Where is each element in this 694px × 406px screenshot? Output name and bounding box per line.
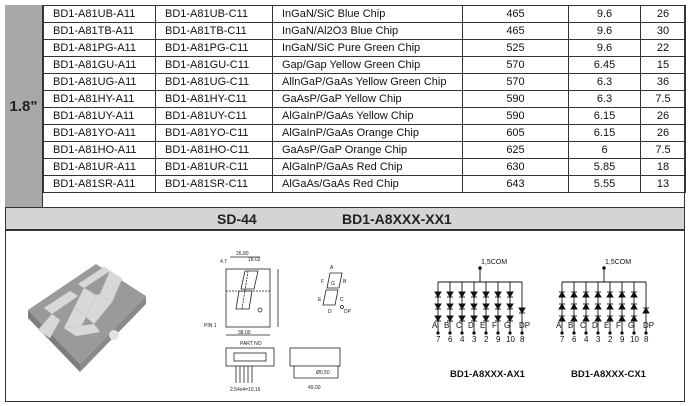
circuit-caption: BD1-A8XXX-CX1 — [571, 369, 646, 380]
part-no-label: PART NO — [240, 341, 262, 347]
value1-cell: 6 — [569, 142, 641, 159]
table-row — [44, 23, 686, 40]
segment-label: C — [456, 321, 462, 330]
wavelength-cell: 590 — [463, 91, 569, 108]
dim-width-inner: 18.02 — [248, 257, 261, 263]
value1-cell: 5.55 — [569, 176, 641, 193]
pin-number: 9 — [620, 335, 625, 344]
table-row — [44, 91, 686, 108]
segment-label: DP — [519, 321, 531, 330]
size-label: 1.8" — [9, 98, 38, 115]
pin-number: 2 — [608, 335, 613, 344]
segment-label: F — [492, 321, 497, 330]
circuit-caption: BD1-A8XXX-AX1 — [450, 369, 525, 380]
cathode-part-cell: BD1-A81GU-C11 — [156, 57, 273, 74]
cathode-part-cell: BD1-A81UR-C11 — [156, 159, 273, 176]
pin-number: 7 — [436, 335, 441, 344]
common-cathode-circuit — [556, 256, 676, 366]
segment-label: E — [480, 321, 486, 330]
package-band — [5, 207, 685, 231]
pin-number: 2 — [484, 335, 489, 344]
wavelength-cell: 465 — [463, 6, 569, 23]
anode-part-cell: BD1-A81SR-A11 — [44, 176, 156, 193]
table-row — [44, 108, 686, 125]
table-row — [44, 159, 686, 176]
cathode-part-cell: BD1-A81UG-C11 — [156, 74, 273, 91]
value2-cell: 13 — [641, 176, 686, 193]
table-row — [44, 74, 686, 91]
pin1-label: PIN 1 — [204, 323, 217, 329]
segment-label: D — [592, 321, 598, 330]
segment-label: DP — [643, 321, 655, 330]
chip-cell: AlGaInP/GaAs Red Chip — [273, 159, 463, 176]
pin-number: 4 — [584, 335, 589, 344]
chip-cell: Gap/Gap Yellow Green Chip — [273, 57, 463, 74]
anode-part-cell: BD1-A81UR-A11 — [44, 159, 156, 176]
anode-part-cell: BD1-A81UB-A11 — [44, 6, 156, 23]
wavelength-cell: 570 — [463, 74, 569, 91]
cathode-part-cell: BD1-A81HY-C11 — [156, 91, 273, 108]
chip-cell: GaAsP/GaP Yellow Chip — [273, 91, 463, 108]
common-anode-circuit — [432, 256, 552, 366]
segment-label: G — [628, 321, 635, 330]
dimension-drawing — [200, 243, 360, 403]
value1-cell: 9.6 — [569, 6, 641, 23]
pin-number: 8 — [520, 335, 525, 344]
value2-cell: 26 — [641, 6, 686, 23]
value1-cell: 6.3 — [569, 74, 641, 91]
seg-dp: DP — [344, 309, 351, 315]
wavelength-cell: 525 — [463, 40, 569, 57]
chip-cell: InGaN/SiC Blue Chip — [273, 6, 463, 23]
dim-offset: 4.7 — [220, 259, 227, 265]
segment-label: D — [468, 321, 474, 330]
chip-cell: InGaN/SiC Pure Green Chip — [273, 40, 463, 57]
segment-label: F — [616, 321, 621, 330]
chip-cell: AlGaInP/GaAs Orange Chip — [273, 125, 463, 142]
common-pin-label: 1,5COM — [605, 259, 632, 266]
pin-number: 6 — [572, 335, 577, 344]
seg-g: G — [331, 281, 335, 287]
cathode-part-cell: BD1-A81UB-C11 — [156, 6, 273, 23]
wavelength-cell: 625 — [463, 142, 569, 159]
anode-part-cell: BD1-A81HO-A11 — [44, 142, 156, 159]
value1-cell: 9.6 — [569, 23, 641, 40]
chip-cell: InGaN/Al2O3 Blue Chip — [273, 23, 463, 40]
value2-cell: 7.5 — [641, 91, 686, 108]
segment-label: B — [444, 321, 450, 330]
segment-label: E — [604, 321, 610, 330]
segment-label: A — [432, 321, 438, 330]
value2-cell: 36 — [641, 74, 686, 91]
cathode-part-cell: BD1-A81PG-C11 — [156, 40, 273, 57]
cathode-part-cell: BD1-A81HO-C11 — [156, 142, 273, 159]
cathode-part-cell: BD1-A81UY-C11 — [156, 108, 273, 125]
dim-pin-diameter: Ø0.50 — [316, 370, 330, 376]
table-row — [44, 125, 686, 142]
table-row — [44, 6, 686, 23]
dim-pitch: 2.54x4=10.16 — [230, 387, 261, 393]
pin-number: 7 — [560, 335, 565, 344]
cathode-part-cell: BD1-A81SR-C11 — [156, 176, 273, 193]
pin-number: 3 — [596, 335, 601, 344]
segment-label: B — [568, 321, 574, 330]
value2-cell: 18 — [641, 159, 686, 176]
anode-part-cell: BD1-A81UG-A11 — [44, 74, 156, 91]
value1-cell: 6.15 — [569, 125, 641, 142]
dim-width-top: 26.80 — [236, 251, 249, 257]
dim-side-width: 49.00 — [308, 385, 321, 391]
wavelength-cell: 643 — [463, 176, 569, 193]
value2-cell: 7.5 — [641, 142, 686, 159]
value1-cell: 6.15 — [569, 108, 641, 125]
segment-label: C — [580, 321, 586, 330]
value2-cell: 26 — [641, 125, 686, 142]
cathode-part-cell: BD1-A81YO-C11 — [156, 125, 273, 142]
anode-part-cell: BD1-A81UY-A11 — [44, 108, 156, 125]
anode-part-cell: BD1-A81TB-A11 — [44, 23, 156, 40]
wavelength-cell: 605 — [463, 125, 569, 142]
package-code: SD-44 — [217, 211, 257, 227]
table-row — [44, 142, 686, 159]
wavelength-cell: 465 — [463, 23, 569, 40]
seg-e: E — [318, 297, 322, 303]
pin-number: 10 — [506, 335, 515, 344]
table-row — [44, 40, 686, 57]
size-column — [5, 5, 43, 208]
seg-b: B — [343, 279, 347, 285]
value1-cell: 5.85 — [569, 159, 641, 176]
value2-cell: 22 — [641, 40, 686, 57]
anode-part-cell: BD1-A81GU-A11 — [44, 57, 156, 74]
pin-number: 3 — [472, 335, 477, 344]
wavelength-cell: 570 — [463, 57, 569, 74]
value2-cell: 26 — [641, 108, 686, 125]
pin-number: 8 — [644, 335, 649, 344]
pin-number: 9 — [496, 335, 501, 344]
series-code: BD1-A8XXX-XX1 — [342, 211, 452, 227]
pin-number: 6 — [448, 335, 453, 344]
pin-number: 10 — [630, 335, 639, 344]
seg-f: F — [321, 279, 325, 285]
value1-cell: 6.45 — [569, 57, 641, 74]
table-row — [44, 57, 686, 74]
table-row — [44, 176, 686, 193]
pin-number: 4 — [460, 335, 465, 344]
segment-label: G — [504, 321, 511, 330]
display-photo — [24, 262, 149, 372]
chip-cell: AlGaAs/GaAs Red Chip — [273, 176, 463, 193]
anode-part-cell: BD1-A81YO-A11 — [44, 125, 156, 142]
seg-a: A — [330, 265, 334, 271]
seg-d: D — [328, 309, 332, 315]
cathode-part-cell: BD1-A81TB-C11 — [156, 23, 273, 40]
chip-cell: GaAsP/GaP Orange Chip — [273, 142, 463, 159]
seg-c: C — [340, 297, 344, 303]
common-pin-label: 1,5COM — [481, 259, 508, 266]
value2-cell: 30 — [641, 23, 686, 40]
wavelength-cell: 590 — [463, 108, 569, 125]
chip-cell: AlGaInP/GaAs Yellow Chip — [273, 108, 463, 125]
value1-cell: 9.6 — [569, 40, 641, 57]
wavelength-cell: 630 — [463, 159, 569, 176]
anode-part-cell: BD1-A81PG-A11 — [44, 40, 156, 57]
spec-table — [43, 5, 686, 193]
value1-cell: 6.3 — [569, 91, 641, 108]
chip-cell: AllnGaP/GaAs Yellow Green Chip — [273, 74, 463, 91]
segment-label: A — [556, 321, 562, 330]
value2-cell: 15 — [641, 57, 686, 74]
anode-part-cell: BD1-A81HY-A11 — [44, 91, 156, 108]
dim-width: 38.00 — [238, 330, 251, 336]
